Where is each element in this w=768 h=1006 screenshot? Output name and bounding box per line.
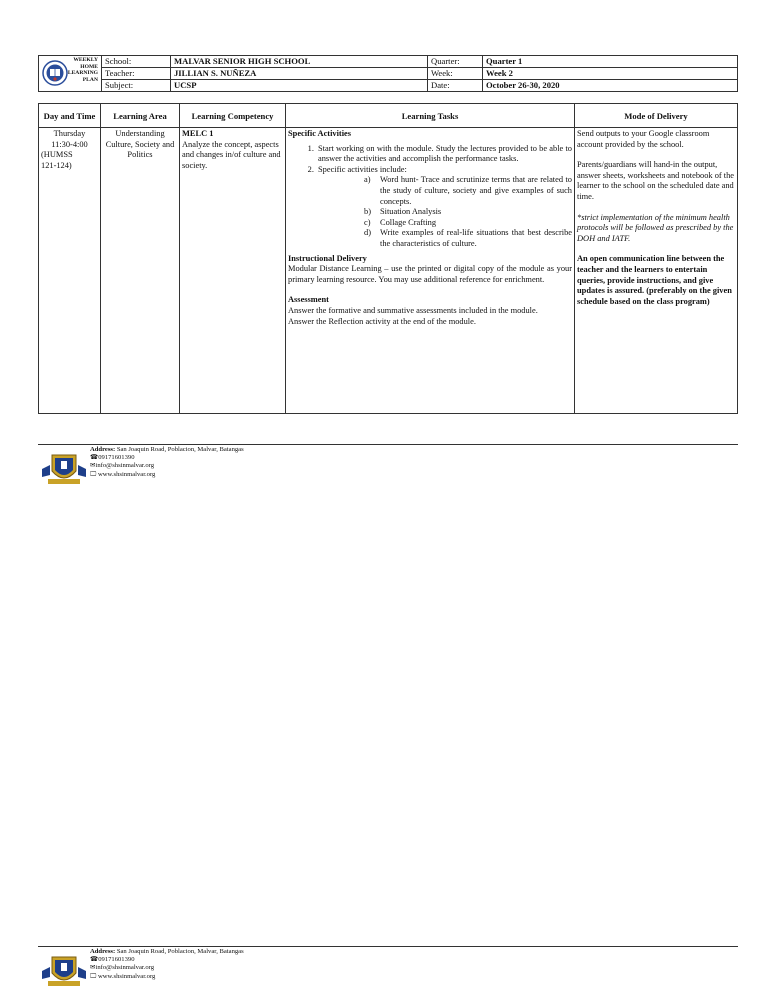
assessment-text-1: Answer the formative and summative assessments included in the module. xyxy=(288,305,538,315)
email-icon: ✉ xyxy=(90,462,96,470)
assessment-heading: Assessment xyxy=(288,295,329,305)
mode-text-1: Send outputs to your Google classroom account provided by the school. xyxy=(577,129,710,149)
school-crest-icon xyxy=(40,953,88,989)
phone-icon: ☎ xyxy=(90,454,99,462)
date-label: Date: xyxy=(428,80,483,92)
learning-area-cell: Understanding Culture, Society and Politics xyxy=(101,128,180,414)
week-label: Week: xyxy=(428,68,483,80)
subject-value: UCSP xyxy=(171,80,428,92)
instructional-delivery-text: Modular Distance Learning – use the printed or digital copy of the module as your primary learning resource. You may use additional reference for enrichment. xyxy=(288,264,572,284)
day-time-cell: Thursday 11:30-4:00 (HUMSS 121-124) xyxy=(39,128,101,414)
logo-cell xyxy=(39,56,102,92)
date-value: October 26-30, 2020 xyxy=(483,80,738,92)
footer-website[interactable]: www.shsinmalvar.org xyxy=(98,972,156,980)
col-learning-area: Learning Area xyxy=(101,104,180,128)
assessment-text-2: Answer the Reflection activity at the end of the module. xyxy=(288,316,476,326)
footer-bottom xyxy=(38,946,738,995)
footer-phone: 09171601390 xyxy=(98,454,135,462)
activities-list xyxy=(288,144,572,250)
sub-activities-list xyxy=(318,175,572,249)
col-learning-competency: Learning Competency xyxy=(180,104,286,128)
col-mode-of-delivery: Mode of Delivery xyxy=(575,104,738,128)
table-header-row xyxy=(39,104,738,128)
learning-plan-table xyxy=(38,103,738,414)
quarter-value: Quarter 1 xyxy=(483,56,738,68)
footer-contact: Address: San Joaquin Road, Poblacion, Malvar, Batangas ☎09171601390 ✉info@shsinmalvar.org 🖵 www.shsinmalvar.org xyxy=(90,446,244,478)
mode-text-4: An open communication line between the teacher and the learners to entertain queries, provide instructions, and give updates is assured. (preferably on the given schedule based on the class program) xyxy=(577,254,732,306)
web-icon: 🖵 xyxy=(90,470,97,478)
competency-cell xyxy=(180,128,286,414)
teacher-label: Teacher: xyxy=(102,68,171,80)
list-item: 1. Start working on with the module. Study the lectures provided to be able to answer the activities and accomplish the performance tasks. xyxy=(316,144,572,165)
instructional-delivery-heading: Instructional Delivery xyxy=(288,253,367,263)
web-icon: 🖵 xyxy=(90,972,97,980)
week-value: Week 2 xyxy=(483,68,738,80)
list-item: c) Collage Crafting xyxy=(364,217,437,227)
mode-of-delivery-cell xyxy=(575,128,738,414)
competency-text: Analyze the concept, aspects and changes in/of culture and society. xyxy=(182,139,281,170)
email-icon: ✉ xyxy=(90,964,96,972)
footer-contact: Address: San Joaquin Road, Poblacion, Malvar, Batangas ☎09171601390 ✉info@shsinmalvar.org 🖵 www.shsinmalvar.org xyxy=(90,948,244,980)
mode-text-3: *strict implementation of the minimum health protocols will be followed as prescribed by the DOH and IATF. xyxy=(577,212,734,243)
school-value: MALVAR SENIOR HIGH SCHOOL xyxy=(171,56,428,68)
deped-seal-icon xyxy=(42,60,68,86)
teacher-value: JILLIAN S. NUÑEZA xyxy=(171,68,428,80)
specific-activities-heading: Specific Activities xyxy=(288,129,352,138)
plan-title: WEEKLY HOME LEARNING PLAN xyxy=(67,57,98,83)
footer-website[interactable]: www.shsinmalvar.org xyxy=(98,470,156,478)
phone-icon: ☎ xyxy=(90,956,99,964)
footer-email[interactable]: info@shsinmalvar.org xyxy=(95,462,155,470)
learning-tasks-cell xyxy=(286,128,575,414)
header-table xyxy=(38,55,738,92)
list-item: b) Situation Analysis xyxy=(364,207,442,217)
col-day-time: Day and Time xyxy=(39,104,101,128)
school-crest-icon xyxy=(40,451,88,487)
subject-label: Subject: xyxy=(102,80,171,92)
footer-address: San Joaquin Road, Poblacion, Malvar, Batangas xyxy=(116,446,244,453)
competency-title: MELC 1 xyxy=(182,129,214,138)
list-item: d) Write examples of real-life situations that best describe the characteristics of culture. xyxy=(364,228,572,248)
mode-text-2: Parents/guardians will hand-in the output, answer sheets, worksheets and notebook of the learner to the school on the scheduled date and time. xyxy=(577,160,734,201)
table-row xyxy=(39,128,738,414)
footer-phone: 09171601390 xyxy=(98,956,135,964)
footer-email[interactable]: info@shsinmalvar.org xyxy=(95,964,155,972)
list-item: 2. Specific activities include: a) Word hunt- Trace and scrutinize terms that are related to the study of culture, society and give examples of such concepts. b) Situation Analysis c) Collage Crafting d) Write examples of real-life situations that best describe the characteristics of culture. xyxy=(316,165,572,250)
footer-address: San Joaquin Road, Poblacion, Malvar, Batangas xyxy=(116,948,244,955)
quarter-label: Quarter: xyxy=(428,56,483,68)
col-learning-tasks: Learning Tasks xyxy=(286,104,575,128)
list-item: a) Word hunt- Trace and scrutinize terms that are related to the study of culture, society and give examples of such concepts. xyxy=(364,175,572,206)
footer-top xyxy=(38,444,738,493)
school-label: School: xyxy=(102,56,171,68)
